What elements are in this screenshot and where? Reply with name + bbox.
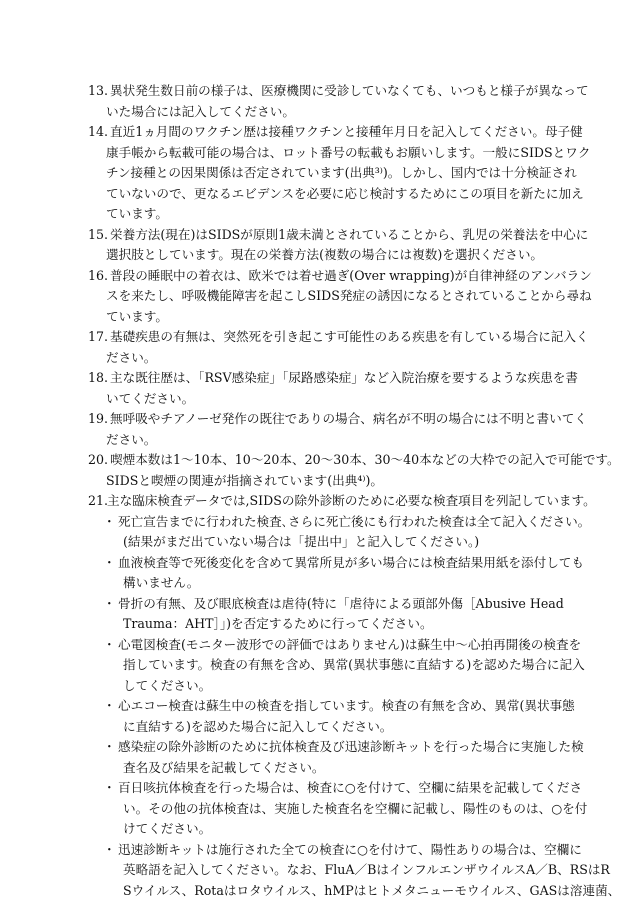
bullet-text-line: 迅速診断キットは施行された全ての検査に○を付けて、陽性ありの場合は、空欄に <box>118 841 582 857</box>
item-text-line: 康手帳から転載可能の場合は、ロット番号の転載もお願いします。一般にSIDSとワク <box>106 144 591 160</box>
item-text-line: ていないので、更なるエビデンスを必要に応じ検討するためにこの項目を新たに加え <box>106 185 584 201</box>
item-text-line: ださい。 <box>106 431 157 447</box>
item-text-line: 主な臨床検査データでは,SIDSの除外診断のために必要な検査項目を列記しています。 <box>107 493 596 508</box>
bullet-text-line: 死亡宣告までに行われた検査､さらに死亡後にも行われた検査は全て記入ください。 <box>118 513 591 529</box>
item-text-line: ています。 <box>106 308 168 324</box>
bullet-text-line: に直結する)を認めた場合に記入してください。 <box>123 718 393 734</box>
bullet-text-line: 百日咳抗体検査を行った場合は、検査に○を付けて、空欄に結果を記載してくださ <box>118 780 583 795</box>
item-text-line: ています。 <box>106 206 168 221</box>
item-number: 16. <box>88 267 109 283</box>
bullet-text-line: 心エコー検査は蘇生中の検査を指しています。検査の有無を含め、異常(異状事態 <box>118 698 575 713</box>
bullet-text-line: けてください。 <box>123 821 212 836</box>
bullet-text-line: 英略語を記入してください。なお、FluA／BはインフルエンザウイルスA／B、RSはR <box>123 862 610 877</box>
bullet-icon: ・ <box>103 595 116 611</box>
item-text-line: 選択肢としています。現在の栄養方法(複数の場合には複数)を選択ください。 <box>106 247 544 262</box>
bullet-text-line: Sウイルス、Rotaはロタウイルス、hMPはヒトメタニューモウイルス、GASは溶連菌、 <box>123 882 621 898</box>
bullet-text-line: (結果がまだ出ていない場合は「提出中」と記入してください。) <box>123 534 480 549</box>
item-number: 17. <box>88 329 109 344</box>
bullet-text-line: 感染症の除外診断のために抗体検査及び迅速診断キットを行った場合に実施した検 <box>118 739 584 754</box>
item-number: 14. <box>88 124 109 139</box>
bullet-text-line: 骨折の有無、及び眼底検査は虐待(特に「虐待による頭部外傷［Abusive Head <box>118 595 564 611</box>
bullet-icon: ・ <box>103 739 116 754</box>
item-number: 20. <box>88 452 109 467</box>
bullet-icon: ・ <box>103 841 116 857</box>
item-text-line: 直近1ヵ月間のワクチン歴は接種ワクチンと接種年月日を記入してください。母子健 <box>110 124 583 139</box>
bullet-icon: ・ <box>103 636 116 652</box>
item-number: 21. <box>88 493 109 508</box>
bullet-text-line: Trauma：AHT］」)を否定するために行ってください。 <box>123 616 433 631</box>
bullet-text-line: 指しています。検査の有無を含め、異常(異状事態に直結する)を認めた場合に記入 <box>123 657 585 672</box>
item-text-line: ださい。 <box>106 349 157 365</box>
item-number: 15. <box>88 226 109 242</box>
bullet-text-line: 構いません。 <box>123 575 200 590</box>
bullet-text-line: 血液検査等で死後変化を含めて異常所見が多い場合には検査結果用紙を添付しても <box>118 554 584 570</box>
item-number: 19. <box>88 411 109 426</box>
bullet-text-line: い。その他の抗体検査は、実施した検査名を空欄に記載し、陽性のものは、○を付 <box>123 800 588 816</box>
item-text-line: 基礎疾患の有無は、突然死を引き起こす可能性のある疾患を有している場合に記入く <box>110 329 589 344</box>
item-text-line: SIDSと喫煙の関連が指摘されています(出典⁴⁾)。 <box>106 472 383 488</box>
item-text-line: 栄養方法(現在)はSIDSが原則1歳未満とされていることから、乳児の栄養法を中心に <box>110 226 589 242</box>
item-text-line: 主な既往歴は、「RSV感染症」「尿路感染症」など入院治療を要するような疾患を書 <box>110 370 578 385</box>
item-text-line: いてください。 <box>106 390 195 406</box>
item-text-line: 無呼吸やチアノーゼ発作の既往でありの場合、病名が不明の場合には不明と書いてく <box>110 411 587 426</box>
bullet-icon: ・ <box>103 698 116 713</box>
item-text-line: スを来たし、呼吸機能障害を起こしSIDS発症の誘因になるとされていることから尋ね <box>106 288 592 303</box>
bullet-icon: ・ <box>103 513 116 529</box>
bullet-icon: ・ <box>103 780 116 795</box>
item-text-line: 異状発生数日前の様子は、医療機関に受診していなくても、いつもと様子が異なって <box>110 83 589 98</box>
item-text-line: いた場合には記入してください。 <box>106 103 295 119</box>
item-number: 13. <box>88 83 109 98</box>
bullet-text-line: 査名及び結果を記載してください。 <box>123 759 325 775</box>
item-text-line: チン接種との因果関係は否定されています(出典³⁾)。しかし、国内では十分検証され <box>106 165 577 180</box>
item-text-line: 普段の睡眠中の着衣は、欧米では着せ過ぎ(Over wrapping)が自律神経のアンバラン <box>110 267 592 283</box>
item-number: 18. <box>88 370 109 385</box>
item-text-line: 喫煙本数は1～10本、10～20本、20～30本、30～40本などの大枠での記入で可能です。 <box>110 452 620 467</box>
bullet-text-line: してください。 <box>123 677 212 693</box>
bullet-icon: ・ <box>103 554 116 570</box>
bullet-text-line: 心電図検査(モニター波形での評価ではありません)は蘇生中～心拍再開後の検査を <box>118 636 582 652</box>
